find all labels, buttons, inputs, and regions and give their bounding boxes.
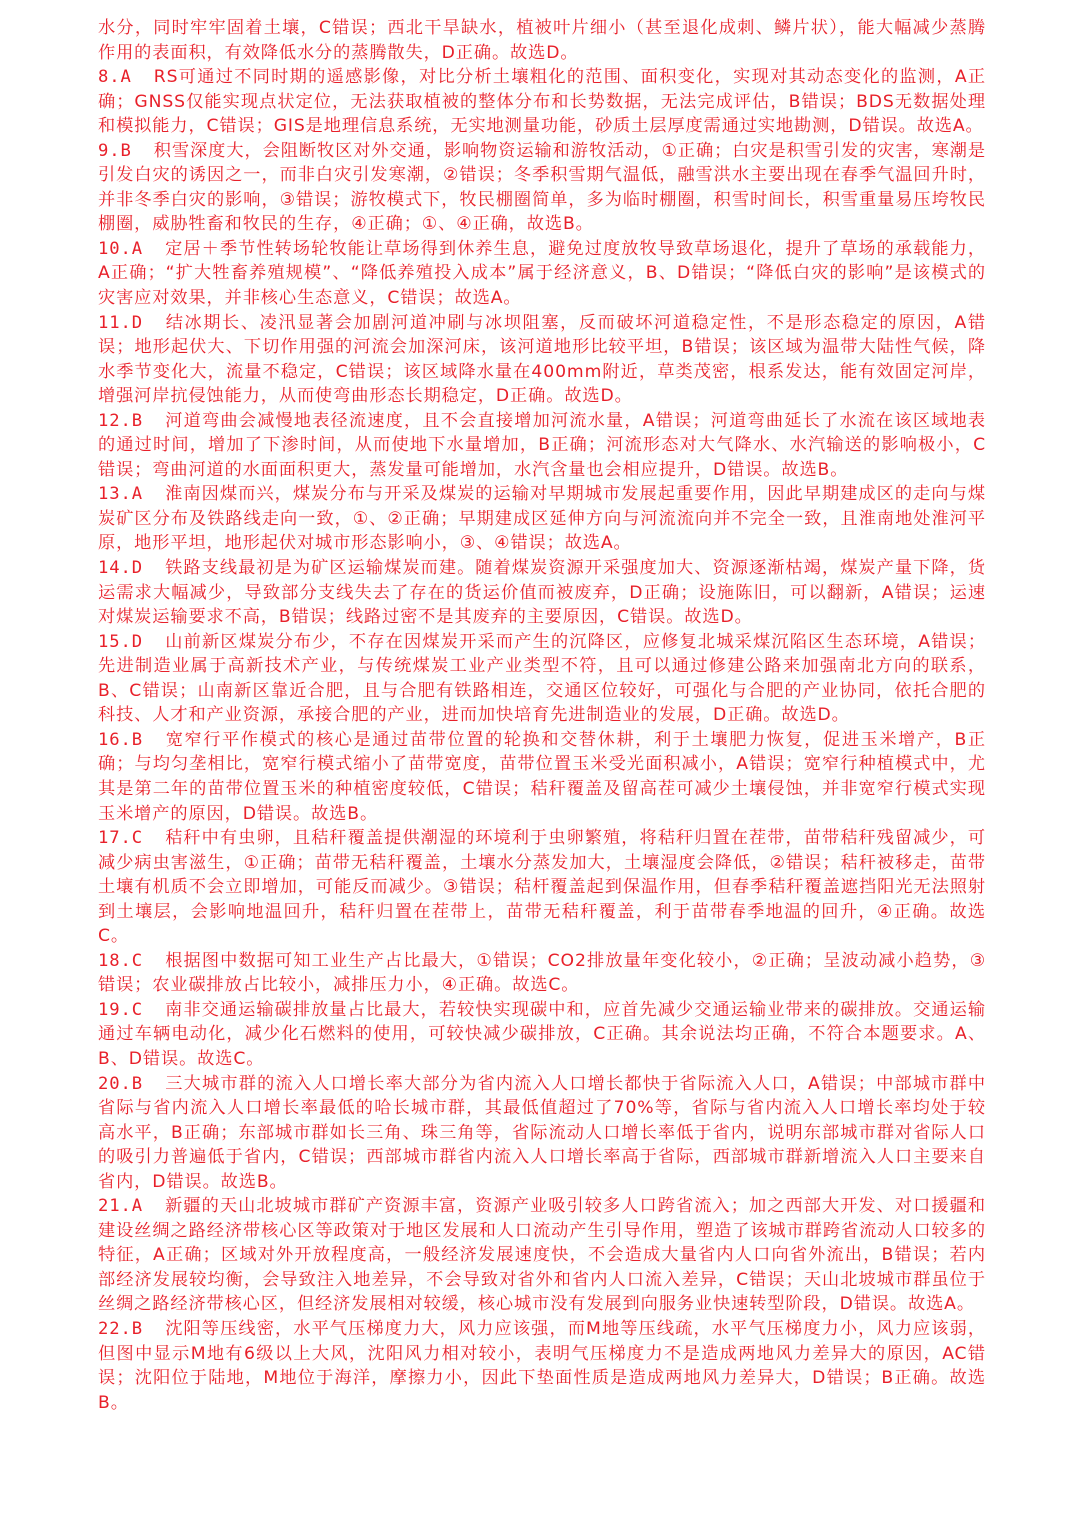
answer-number: 8.A [98, 67, 132, 88]
answer-number: 20.B [98, 1073, 143, 1094]
answer-text: 定居＋季节性转场轮牧能让草场得到休养生息，避免过度放牧导致草场退化，提升了草场的承载能力，A正确；“扩大牲畜养殖规模”、“降低养殖投入成本”属于经济意义，B、D错误；“降低白灾的影响”是该模式的灾害应对效果，并非核心生态意义，C错误；故选A。 [98, 238, 986, 309]
answer-text: 淮南因煤而兴，煤炭分布与开采及煤炭的运输对早期城市发展起重要作用，因此早期建成区的走向与煤炭矿区分布及铁路线走向一致，①、②正确；早期建成区延伸方向与河流流向并不完全一致，且淮南地处淮河平原，地形平坦，地形起伏对城市形态影响小，③、④错误；故选A。 [98, 484, 986, 554]
answer-16 [98, 728, 986, 826]
answer-8 [98, 65, 986, 139]
answer-12 [98, 409, 986, 483]
answer-9 [98, 139, 986, 237]
answer-number: 12.B [98, 410, 143, 431]
answer-text: 沈阳等压线密，水平气压梯度力大，风力应该强，而M地等压线疏，水平气压梯度力小，风力应该弱，但图中显示M地有6级以上大风，沈阳风力相对较小，表明气压梯度力不是造成两地风力差异大的原因，AC错误；沈阳位于陆地，M地位于海洋，摩擦力小，因此下垫面性质是造成两地风力差异大，D错误；B正确。故选B。 [98, 1318, 986, 1413]
answer-number: 14.D [98, 558, 143, 579]
answer-14 [98, 556, 986, 630]
answer-explanations [98, 16, 986, 1415]
answer-21 [98, 1194, 986, 1317]
answer-text: 铁路支线最初是为矿区运输煤炭而建。随着煤炭资源开采强度加大、资源逐渐枯竭，煤炭产量下降，货运需求大幅减少，导致部分支线失去了存在的货运价值而被废弃，D正确；设施陈旧，可以翻新，A错误；运速对煤炭运输要求不高，B错误；线路过密不是其废弃的主要原因，C错误。故选D。 [98, 558, 986, 628]
answer-number: 21.A [98, 1196, 143, 1217]
answer-number: 16.B [98, 729, 143, 750]
answer-number: 10.A [98, 238, 143, 259]
answer-text: 秸秆中有虫卵，且秸秆覆盖提供潮湿的环境利于虫卵繁殖，将秸秆归置在茬带，苗带秸秆残留减少，可减少病虫害滋生，①正确；苗带无秸秆覆盖，土壤水分蒸发加大，土壤湿度会降低，②错误；秸秆被移走，苗带土壤有机质不会立即增加，可能反而减少。③错误；秸杆覆盖起到保温作用，但春季秸秆覆盖遮挡阳光无法照射到土壤层，会影响地温回升，秸秆归置在茬带上，苗带无秸秆覆盖，利于苗带春季地温的回升，④正确。故选C。 [98, 828, 986, 947]
answer-number: 9.B [98, 140, 132, 161]
answer-text: RS可通过不同时期的遥感影像，对比分析土壤粗化的范围、面积变化，实现对其动态变化的监测，A正确；GNSS仅能实现点状定位，无法获取植被的整体分布和长势数据，无法完成评估，B错误；BDS无数据处理和模拟能力，C错误；GIS是地理信息系统，无实地测量功能，砂质土层厚度需通过实地勘测，D错误。故选A。 [98, 67, 986, 137]
answer-text: 新疆的天山北坡城市群矿产资源丰富，资源产业吸引较多人口跨省流入；加之西部大开发、对口援疆和建设丝绸之路经济带核心区等政策对于地区发展和人口流动产生引导作用，塑造了该城市群跨省流动人口较多的特征，A正确；区域对外开放程度高，一般经济发展速度快，不会造成大量省内人口向省外流出，B错误；若内部经济发展较均衡，会导致注入地差异，不会导致对省外和省内人口流入差异，C错误；天山北坡城市群虽位于丝绸之路经济带核心区，但经济发展相对较缓，核心城市没有发展到向服务业快速转型阶段，D错误。故选A。 [98, 1196, 986, 1315]
answer-number: 15.D [98, 631, 143, 652]
answer-13 [98, 482, 986, 556]
answer-number: 18.C [98, 950, 143, 971]
answer-number: 17.C [98, 828, 143, 849]
answer-17 [98, 826, 986, 949]
answer-22 [98, 1317, 986, 1415]
paragraph-continuation: 水分，同时牢牢固着土壤，C错误；西北干旱缺水，植被叶片细小（甚至退化成刺、鳞片状），能大幅减少蒸腾作用的表面积，有效降低水分的蒸腾散失，D正确。故选D。 [98, 18, 986, 63]
answer-number: 11.D [98, 312, 143, 333]
answer-19 [98, 998, 986, 1072]
answer-text: 山前新区煤炭分布少，不存在因煤炭开采而产生的沉降区，应修复北城采煤沉陷区生态环境，A错误；先进制造业属于高新技术产业，与传统煤炭工业产业类型不符，且可以通过修建公路来加强南北方向的联系，B、C错误；山南新区靠近合肥，且与合肥有铁路相连，交通区位较好，可强化与合肥的产业协同，依托合肥的科技、人才和产业资源，承接合肥的产业，进而加快培育先进制造业的发展，D正确。故选D。 [98, 631, 986, 726]
answer-text: 根据图中数据可知工业生产占比最大，①错误；CO2排放量年变化较小，②正确；呈波动减小趋势，③错误；农业碳排放占比较小，减排压力小，④正确。故选C。 [98, 950, 986, 996]
answer-number: 13.A [98, 484, 143, 505]
answer-text: 宽窄行平作模式的核心是通过苗带位置的轮换和交替休耕，利于土壤肥力恢复，促进玉米增产，B正确；与均匀垄相比，宽窄行模式缩小了苗带宽度，苗带位置玉米受光面积减小，A错误；宽窄行种植模式中，尤其是第二年的苗带位置玉米的种植密度较低，C错误；秸秆覆盖及留高茬可减少土壤侵蚀，并非宽窄行模式实现玉米增产的原因，D错误。故选B。 [98, 729, 986, 824]
answer-text: 河道弯曲会减慢地表径流速度，且不会直接增加河流水量，A错误；河道弯曲延长了水流在该区域地表的通过时间，增加了下渗时间，从而使地下水量增加，B正确；河流形态对大气降水、水汽输送的影响极小，C错误；弯曲河道的水面面积更大，蒸发量可能增加，水汽含量也会相应提升，D错误。故选B。 [98, 410, 986, 480]
answer-text: 南非交通运输碳排放量占比最大，若较快实现碳中和，应首先减少交通运输业带来的碳排放。交通运输通过车辆电动化，减少化石燃料的使用，可较快减少碳排放，C正确。其余说法均正确，不符合本题要求。A、B、D错误。故选C。 [98, 999, 986, 1069]
answer-15 [98, 630, 986, 728]
answer-text: 积雪深度大，会阻断牧区对外交通，影响物资运输和游牧活动，①正确；白灾是积雪引发的灾害，寒潮是引发白灾的诱因之一，而非白灾引发寒潮，②错误；冬季积雪期气温低，融雪洪水主要出现在春季气温回升时，并非冬季白灾的影响，③错误；游牧模式下，牧民棚圈简单，多为临时棚圈，积雪时间长，积雪重量易压垮牧民棚圈，威胁牲畜和牧民的生存，④正确；①、④正确，故选B。 [98, 140, 986, 235]
answer-18 [98, 949, 986, 998]
answer-text: 三大城市群的流入人口增长率大部分为省内流入人口增长都快于省际流入人口，A错误；中部城市群中省际与省内流入人口增长率最低的哈长城市群，其最低值超过了70%等，省际与省内流入人口增长率均处于较高水平，B正确；东部城市群如长三角、珠三角等，省际流动人口增长率低于省内，说明东部城市群对省际人口的吸引力普遍低于省内，C错误；西部城市群省内流入人口增长率高于省际，西部城市群新增流入人口主要来自省内，D错误。故选B。 [98, 1073, 986, 1192]
answer-number: 19.C [98, 999, 143, 1020]
answer-number: 22.B [98, 1318, 143, 1339]
answer-11 [98, 311, 986, 409]
answer-10 [98, 237, 986, 311]
answer-20 [98, 1072, 986, 1195]
answer-text: 结冰期长、凌汛显著会加剧河道冲刷与冰坝阻塞，反而破坏河道稳定性，不是形态稳定的原因，A错误；地形起伏大、下切作用强的河流会加深河床，该河道地形比较平坦，B错误；该区域为温带大陆性气候，降水季节变化大，流量不稳定，C错误；该区域降水量在400mm附近，草类茂密，根系发达，能有效固定河岸，增强河岸抗侵蚀能力，从而使弯曲形态长期稳定，D正确。故选D。 [98, 312, 986, 407]
